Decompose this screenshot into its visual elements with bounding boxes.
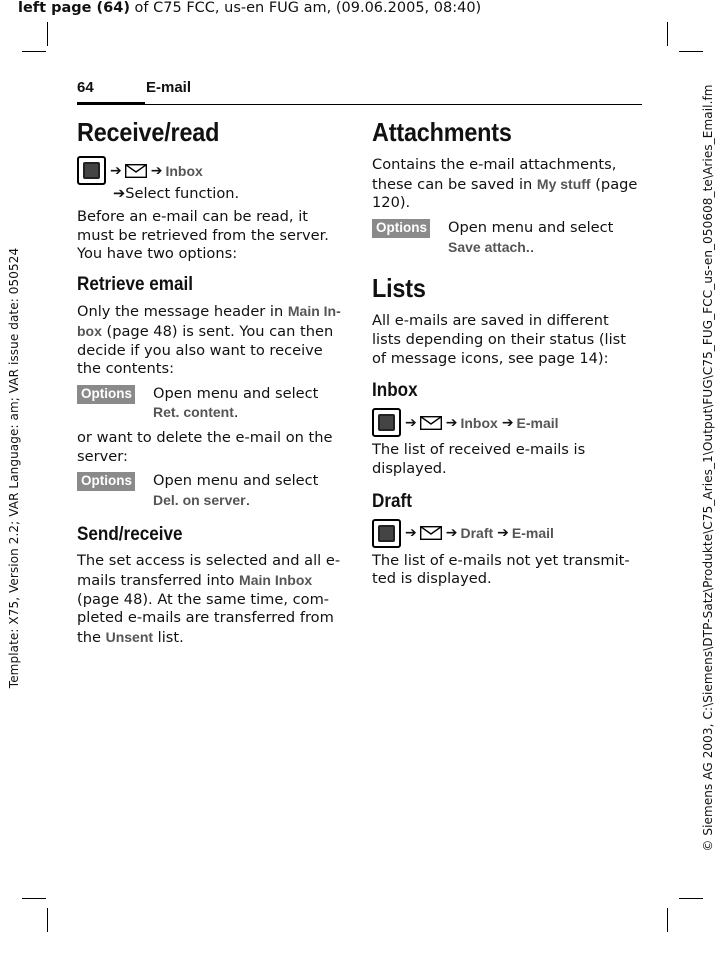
inbox-paragraph: The list of received e-mails is displayed. bbox=[372, 441, 586, 477]
page-number: 64 bbox=[77, 79, 94, 96]
arrow-icon: ➔ bbox=[405, 414, 417, 431]
section-title: E-mail bbox=[146, 79, 192, 96]
print-header bbox=[18, 0, 481, 16]
crop-mark bbox=[679, 51, 703, 52]
rule-thick bbox=[77, 102, 145, 105]
print-header-info: of C75 FCC, us-en FUG am, (09.06.2005, 08:40) bbox=[129, 0, 482, 16]
nav-path-inbox bbox=[372, 408, 640, 437]
copyright-path-vertical: © Siemens AG 2003, C:\Siemens\DTP-Satz\Produkte\C75_Aries_1\Output\FUG\C75_FUG_FCC_us-en_050608_te\Aries_Email.fm bbox=[701, 84, 715, 852]
ui-del-on-server: Del. on server bbox=[153, 491, 246, 508]
send-receive-heading: Send/receive bbox=[77, 524, 183, 546]
options-softkey: Options bbox=[372, 219, 430, 238]
option-row-ret-content bbox=[77, 385, 345, 423]
draft-paragraph: The list of e-mails not yet transmit-ted is displayed. bbox=[372, 551, 630, 588]
joystick-icon bbox=[372, 519, 401, 548]
right-column bbox=[372, 117, 640, 595]
option-row-save-attach bbox=[372, 219, 640, 257]
arrow-icon: ➔ bbox=[445, 414, 458, 431]
option-description: Open menu and select Save attach.. bbox=[448, 219, 614, 256]
lists-paragraph: All e-mails are saved in different lists depending on their status (list of message icons, see page 14): bbox=[372, 312, 626, 367]
attachments-heading: Attachments bbox=[372, 117, 512, 147]
crop-mark bbox=[667, 908, 668, 932]
delete-paragraph: or want to delete the e-mail on the server: bbox=[77, 428, 333, 465]
crop-mark bbox=[47, 22, 48, 46]
arrow-icon: ➔ bbox=[150, 162, 163, 179]
arrow-icon: ➔ bbox=[405, 525, 417, 542]
crop-mark bbox=[22, 51, 46, 52]
print-header-page: left page (64) bbox=[18, 0, 130, 16]
rule-thin bbox=[145, 104, 642, 105]
envelope-icon bbox=[125, 164, 147, 178]
running-head bbox=[77, 78, 642, 106]
retrieve-paragraph: Only the message header in Main In-box (page 48) is sent. You can then decide if you also want to receive the contents: bbox=[77, 303, 341, 378]
nav-select-function: ➔Select function. bbox=[113, 185, 240, 202]
intro-paragraph: Before an e-mail can be read, it must be retrieved from the server. You have two options: bbox=[77, 208, 329, 263]
nav-item-email: E-mail bbox=[511, 525, 554, 542]
joystick-icon bbox=[372, 408, 401, 437]
arrow-icon: ➔ bbox=[110, 162, 122, 179]
crop-mark bbox=[47, 908, 48, 932]
ui-ret-content: Ret. content bbox=[153, 404, 234, 421]
nav-path-receive bbox=[77, 156, 345, 185]
lists-heading: Lists bbox=[372, 273, 426, 304]
crop-mark bbox=[679, 898, 703, 899]
arrow-icon: ➔ bbox=[497, 525, 509, 542]
receive-read-heading: Receive/read bbox=[77, 117, 220, 147]
envelope-icon bbox=[420, 416, 442, 430]
ui-main-inbox: Main In-box bbox=[77, 303, 341, 339]
option-row-del-server bbox=[77, 472, 345, 510]
ui-unsent: Unsent bbox=[105, 629, 154, 646]
option-description: Open menu and select Del. on server. bbox=[153, 472, 319, 509]
ui-my-stuff: My stuff bbox=[536, 175, 591, 192]
options-softkey: Options bbox=[77, 385, 135, 404]
nav-item-inbox: Inbox bbox=[165, 162, 203, 179]
envelope-icon bbox=[420, 526, 442, 540]
template-info-vertical: Template: X75, Version 2.2; VAR Language: am; VAR issue date: 050524 bbox=[7, 247, 21, 689]
ui-main-inbox: Main Inbox bbox=[239, 572, 313, 589]
inbox-heading: Inbox bbox=[372, 380, 418, 402]
attachments-paragraph: Contains the e-mail attachments, these can be saved in My stuff (page 120). bbox=[372, 156, 638, 212]
option-description: Open menu and select Ret. content. bbox=[153, 384, 319, 422]
arrow-icon: ➔ bbox=[445, 525, 458, 542]
options-softkey: Options bbox=[77, 472, 135, 491]
retrieve-email-heading: Retrieve email bbox=[77, 274, 193, 296]
left-column bbox=[77, 117, 345, 654]
draft-heading: Draft bbox=[372, 490, 412, 512]
nav-path-draft bbox=[372, 519, 640, 548]
arrow-icon: ➔ bbox=[501, 414, 514, 431]
nav-item-inbox: Inbox bbox=[460, 414, 498, 431]
joystick-icon bbox=[77, 156, 106, 185]
nav-item-draft: Draft bbox=[460, 525, 494, 542]
crop-mark bbox=[667, 22, 668, 46]
send-receive-paragraph: The set access is selected and all e-mails transferred into Main Inbox (page 48). At the same time, com-pleted e-mails are transferred from the Unsent list. bbox=[77, 552, 341, 647]
ui-save-attach: Save attach. bbox=[448, 238, 530, 255]
nav-item-email: E-mail bbox=[516, 414, 559, 431]
crop-mark bbox=[22, 898, 46, 899]
